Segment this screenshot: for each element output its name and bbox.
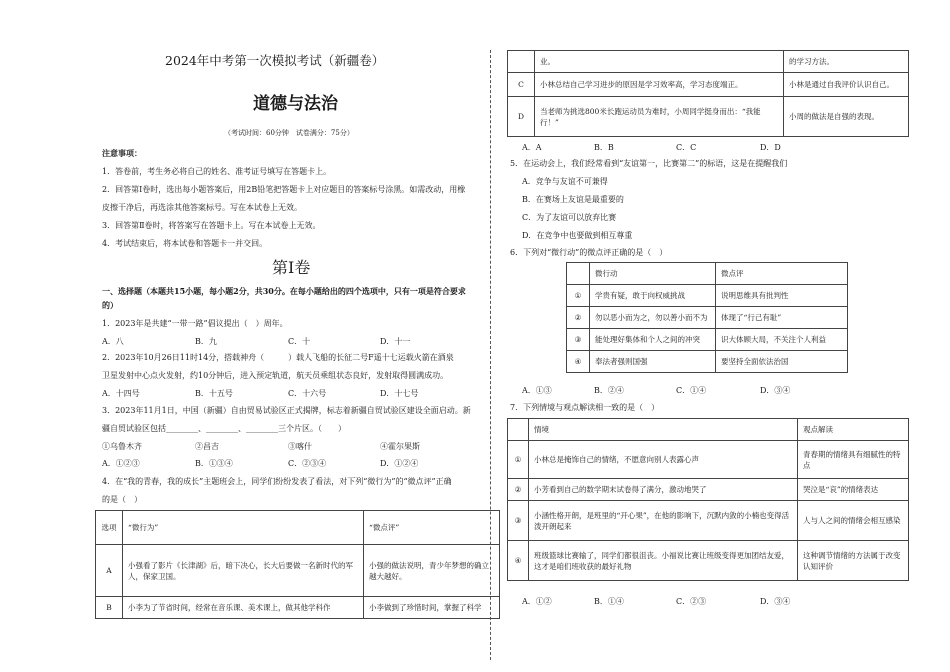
- q4-row-comment-cont: 的学习方法。: [784, 51, 909, 73]
- q7-header-situation: 情境: [529, 419, 798, 441]
- q3-stem: 3．2023年11月1日，中国（新疆）自由贸易试验区正式揭牌，标志着新疆自贸试验区建设全面启动。新: [102, 406, 471, 415]
- q6-row-index: ③: [567, 329, 590, 351]
- q1-stem: 1．2023年是共建“一带一路”倡议提出（ ）周年。: [102, 319, 288, 328]
- q4-option-c: C．C: [676, 143, 697, 152]
- exam-title: 2024年中考第一次模拟考试（新疆卷）: [165, 53, 385, 68]
- q4-row-option: B: [96, 597, 123, 619]
- q6-row-comment: 识大体顾大局，不关注个人利益: [716, 329, 848, 351]
- q7-option-d: D．③④: [760, 597, 791, 606]
- q5-option-a: A．竞争与友谊不可兼得: [522, 177, 608, 186]
- q7-header-view: 观点解读: [798, 419, 909, 441]
- notes-item: 1．答卷前，考生务必将自己的姓名、准考证号填写在答题卡上。: [102, 167, 332, 176]
- q7-row-index: ②: [508, 479, 529, 501]
- q6-option-d: D．③④: [760, 386, 791, 395]
- q4-row-act: 小强看了影片《长津湖》后，暗下决心，长大后要做一名新时代的军人，保家卫国。: [123, 545, 364, 597]
- q6-row-index: ④: [567, 351, 590, 373]
- notes-item: 皮擦干净后，再选涂其他答案标号。写在本试卷上无效。: [102, 203, 302, 212]
- q3-stem-cont: 疆自贸试验区包括________、________、________三个片区。（ ）: [102, 424, 346, 433]
- q4-row-comment: 小周的做法是自强的表现。: [784, 97, 909, 137]
- q3-item-3: ③喀什: [288, 442, 312, 451]
- q7-row-situation: 小涵性格开朗，是班里的“开心果”，在他的影响下，沉默内敛的小楠也变得活泼开朗起来: [529, 501, 798, 541]
- volume-title: 第Ⅰ卷: [272, 258, 311, 277]
- q1-option-a: A．八: [102, 337, 124, 346]
- q6-row-act: 学贵有疑，敢于向权威挑战: [590, 285, 716, 307]
- q4-row-option: D: [508, 97, 535, 137]
- q6-option-b: B．②④: [594, 386, 624, 395]
- q4-row-option: A: [96, 545, 123, 597]
- q7-option-a: A．①②: [522, 597, 552, 606]
- q6-row-act: 奉法者强则国强: [590, 351, 716, 373]
- q7-row-view: 人与人之间的情绪会相互感染: [798, 501, 909, 541]
- q3-option-c: C．②③④: [288, 459, 327, 468]
- q2-option-a: A．十四号: [102, 389, 140, 398]
- q2-stem-cont: 卫星发射中心点火发射，约10分钟后，进入预定轨道，航天员乘组状态良好，发射取得圆满成功。: [102, 371, 449, 380]
- q6-header-comment: 微点评: [716, 263, 848, 285]
- section1-heading-cont: 的）: [102, 300, 118, 310]
- notes-item: 4．考试结束后，将本试卷和答题卡一并交回。: [102, 239, 268, 248]
- q7-stem: 7．下列情境与观点解读相一致的是（ ）: [510, 403, 660, 412]
- q7-row-view: 青春期的情绪具有细腻性的特点: [798, 441, 909, 479]
- q2-stem: 2．2023年10月26日11时14分，搭载神舟（ ）载人飞船的长征二号F遥十七运载火箭在酒泉: [102, 353, 454, 362]
- q6-row-comment: 体现了“行己有耻”: [716, 307, 848, 329]
- q6-header-index: [567, 263, 590, 285]
- q3-option-b: B．①③④: [195, 459, 233, 468]
- q4-row-option-empty: [508, 51, 535, 73]
- exam-meta: （考试时间：60分钟 试卷满分：75分）: [224, 129, 354, 137]
- q1-option-b: B．九: [195, 337, 217, 346]
- q7-row-situation: 班级篮球比赛输了，同学们都很沮丧。小福说比赛让班级变得更加团结友爱，这才是咱们班收获的最好礼物: [529, 541, 798, 581]
- q7-row-view: 哭泣是“哀”的情绪表达: [798, 479, 909, 501]
- q4-option-b: B．B: [594, 143, 614, 152]
- q2-option-c: C．十六号: [288, 389, 327, 398]
- q2-option-d: D．十七号: [380, 389, 419, 398]
- q4-stem-cont: 的是（ ）: [102, 495, 142, 504]
- q3-option-d: D．①②④: [380, 459, 419, 468]
- q4-row-act: 小林总结自己学习进步的原因是学习效率高，学习态度端正。: [535, 73, 784, 97]
- q7-row-index: ③: [508, 501, 529, 541]
- q6-row-comment: 说明思维具有批判性: [716, 285, 848, 307]
- notes-heading: 注意事项：: [102, 148, 142, 158]
- q4-option-d: D．D: [760, 143, 781, 152]
- q4-table-cont: [507, 50, 909, 137]
- q4-row-comment: 小林是通过自我评价认识自己。: [784, 73, 909, 97]
- q3-item-2: ②昌吉: [195, 442, 219, 451]
- q4-row-comment: 小李做到了珍惜时间，掌握了科学: [364, 597, 500, 619]
- q6-row-act: 勿以恶小而为之，勿以善小而不为: [590, 307, 716, 329]
- q7-row-view: 这种调节情绪的方法属于改变认知评价: [798, 541, 909, 581]
- q5-option-b: B．在赛场上友谊是最重要的: [522, 195, 624, 204]
- q4-header-act: “微行为”: [123, 511, 364, 545]
- q6-row-index: ②: [567, 307, 590, 329]
- q5-option-d: D．在竞争中也要做到相互尊重: [522, 231, 633, 240]
- subject-title: 道德与法治: [253, 94, 338, 114]
- q3-option-a: A．①②③: [102, 459, 140, 468]
- q7-table: [507, 418, 909, 581]
- q4-stem: 4．在“我的青春，我的成长”主题班会上，同学们纷纷发表了看法，对下列“微行为”的“微点评”正确: [102, 477, 452, 486]
- q6-table: [566, 262, 848, 373]
- q6-row-comment: 要坚持全面依法治国: [716, 351, 848, 373]
- notes-item: 2．回答第Ⅰ卷时，选出每小题答案后，用2B铅笔把答题卡上对应题目的答案标号涂黑。如需改动，用橡: [102, 185, 466, 194]
- q4-header-option: 选项: [96, 511, 123, 545]
- q7-option-c: C．②③: [676, 597, 707, 606]
- q6-header-act: 微行动: [590, 263, 716, 285]
- q5-stem: 5．在运动会上，我们经常看到“友谊第一，比赛第二”的标语，这是在提醒我们: [510, 159, 788, 168]
- q4-header-comment: “微点评”: [364, 511, 500, 545]
- q4-table: [95, 510, 500, 619]
- notes-item: 3．回答第Ⅱ卷时，将答案写在答题卡上。写在本试卷上无效。: [102, 221, 321, 230]
- section1-heading: 一、选择题（本题共15小题，每小题2分，共30分。在每小题给出的四个选项中，只有一项是符合要求: [102, 286, 466, 296]
- q4-row-option: C: [508, 73, 535, 97]
- q4-row-act: 小李为了节省时间，经常在音乐课、美术课上，做其他学科作: [123, 597, 364, 619]
- q6-row-index: ①: [567, 285, 590, 307]
- q1-option-c: C．十: [288, 337, 311, 346]
- q7-row-situation: 小林总是掩饰自己的情绪，不愿意向别人表露心声: [529, 441, 798, 479]
- q7-row-index: ①: [508, 441, 529, 479]
- q6-option-a: A．①③: [522, 386, 552, 395]
- q4-row-comment: 小强的做法说明，青少年梦想的确立越大越好。: [364, 545, 500, 597]
- q2-option-b: B．十五号: [195, 389, 233, 398]
- q4-option-a: A．A: [522, 143, 542, 152]
- q3-item-4: ④霍尔果斯: [380, 442, 420, 451]
- q4-row-act: 当老师为挑选800米长跑运动员为难时，小周同学挺身而出：“我能行！”: [535, 97, 784, 137]
- q6-stem: 6．下列对“微行动”的微点评正确的是（ ）: [510, 248, 668, 257]
- q7-option-b: B．①④: [594, 597, 624, 606]
- q4-row-act-cont: 业。: [535, 51, 784, 73]
- q7-header-index: [508, 419, 529, 441]
- q1-option-d: D．十一: [380, 337, 411, 346]
- q7-row-index: ④: [508, 541, 529, 581]
- q7-row-situation: 小芳看到自己的数学期末试卷得了满分，激动地哭了: [529, 479, 798, 501]
- q6-row-act: 能处理好集体和个人之间的冲突: [590, 329, 716, 351]
- q3-item-1: ①乌鲁木齐: [102, 442, 142, 451]
- q6-option-c: C．①④: [676, 386, 707, 395]
- q5-option-c: C．为了友谊可以放弃比赛: [522, 213, 617, 222]
